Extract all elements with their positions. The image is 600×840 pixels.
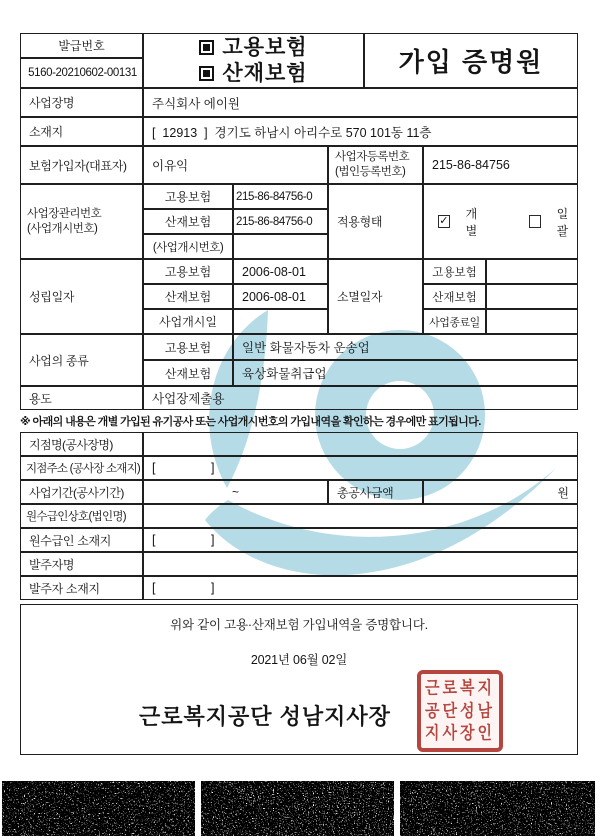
seal-row: 근로복지 — [425, 678, 495, 699]
label-text: 산재보험 — [432, 291, 477, 304]
purpose-value — [143, 386, 578, 410]
label-text2: (사업개시번호) — [27, 222, 98, 235]
insured-person-label — [20, 146, 143, 184]
label-text: 소멸일자 — [337, 290, 383, 304]
label-text: 산재보험 — [164, 366, 212, 381]
label-text: 고용보험 — [164, 340, 212, 355]
label-text: 산재보험 — [164, 290, 212, 304]
label-text2: (법인등록번호) — [335, 166, 406, 178]
address-value — [143, 117, 578, 146]
label-text: 성립일자 — [29, 290, 75, 304]
label-text: 고용보험 — [164, 265, 212, 279]
term-industrial-label — [423, 284, 486, 309]
prime-contractor-value — [143, 504, 578, 528]
blanket-checkbox-empty-icon — [529, 215, 541, 228]
issue-date — [20, 650, 578, 668]
label-text: 사업장관리번호 — [27, 207, 102, 220]
security-barcode-2 — [201, 781, 394, 836]
label-text: 사업의 종류 — [29, 353, 89, 368]
biztype-industrial-value — [233, 360, 578, 386]
business-end-date-label — [423, 309, 486, 334]
seal-row: 지사장인 — [425, 723, 495, 744]
label-text: 지점주소 (공사장 소재지) — [26, 463, 140, 475]
employment-insurance-title — [199, 36, 307, 59]
orderer-address-value — [143, 576, 578, 600]
business-period-label — [20, 480, 143, 504]
label-text: (사업개시번호) — [152, 241, 224, 254]
business-type-label — [20, 334, 143, 386]
label-text: 지점명(공사장명) — [29, 437, 113, 452]
value-text: [ ] — [152, 461, 215, 475]
value-text: 2006-08-01 — [242, 289, 306, 304]
barcode-noise — [400, 781, 595, 836]
total-amount-label — [328, 480, 423, 504]
mgmt-employment-value — [233, 184, 328, 209]
orderer-name-label — [20, 552, 143, 576]
value-text: 215-86-84756-0 — [236, 190, 313, 203]
term-employment-value — [486, 259, 578, 284]
biztype-employment-value — [233, 334, 578, 360]
label-text: 고용보험 — [164, 190, 212, 204]
branch-name-label — [20, 432, 143, 456]
mgmt-start-number-value — [233, 234, 328, 259]
note-text — [20, 413, 580, 429]
label-text: 원수급인상호(법인명) — [26, 511, 126, 523]
security-barcode-3 — [400, 781, 595, 836]
certificate-title-text: 가입 증명원 — [398, 47, 544, 77]
employment-insurance-text: 고용보험 — [222, 36, 308, 60]
check-mark: ✓ — [439, 215, 449, 227]
branch-address-value — [143, 456, 578, 480]
certificate-title-cell — [364, 33, 578, 88]
workplace-name-value — [143, 88, 578, 117]
individual-checkbox-checked-icon — [438, 215, 450, 228]
insurance-title-cell — [143, 33, 364, 88]
issuer-text: 근로복지공단 성남지사장 — [139, 704, 391, 729]
issue-number-label-text: 발급번호 — [58, 39, 105, 53]
checked-square-icon — [199, 66, 214, 81]
blanket-option-label: 일괄 — [556, 206, 569, 238]
business-reg-label — [328, 146, 423, 184]
value-text: 일반 화물자동차 운송업 — [242, 341, 370, 355]
branch-name-value — [143, 432, 578, 456]
mgmt-employment-label — [143, 184, 233, 209]
insured-person-value — [143, 146, 328, 184]
mgmt-start-number-label — [143, 234, 233, 259]
biztype-industrial-label — [143, 360, 233, 386]
value-text: 215-86-84756 — [432, 158, 510, 172]
value-text: 이유익 — [152, 159, 189, 173]
label-text: 사업기간(공사기간) — [29, 485, 124, 500]
address-label — [20, 117, 143, 146]
biztype-employment-label — [143, 334, 233, 360]
term-employment-label — [423, 259, 486, 284]
value-text: ~ — [231, 485, 239, 499]
statement-text: 위와 같이 고용·산재보험 가입내역을 증명합니다. — [170, 618, 428, 632]
est-industrial-value — [233, 284, 328, 309]
purpose-label — [20, 386, 143, 410]
business-end-date-value — [486, 309, 578, 334]
label-text: 사업종료일 — [429, 316, 480, 329]
contractor-address-value — [143, 528, 578, 552]
label-text: 원수급인 소재지 — [29, 533, 112, 548]
business-start-date-label — [143, 309, 233, 334]
value-text: 215-86-84756-0 — [236, 215, 313, 228]
apply-type-options — [423, 184, 578, 259]
mgmt-industrial-label — [143, 209, 233, 234]
label-text: 사업자등록번호 — [335, 151, 410, 164]
value-text: 2006-08-01 — [242, 264, 306, 279]
workplace-name-label — [20, 88, 143, 117]
business-period-value — [143, 480, 328, 504]
label-text: 적용형태 — [337, 215, 383, 229]
barcode-noise — [2, 781, 195, 836]
est-employment-value — [233, 259, 328, 284]
value-text: 원 — [557, 485, 569, 500]
label-text: 사업장명 — [29, 96, 75, 110]
term-industrial-value — [486, 284, 578, 309]
management-number-label — [20, 184, 143, 259]
establish-date-label — [20, 259, 143, 334]
mgmt-industrial-value — [233, 209, 328, 234]
industrial-insurance-title — [199, 62, 307, 85]
branch-address-label — [20, 456, 143, 480]
barcode-noise — [201, 781, 394, 836]
label-text: 용도 — [29, 391, 52, 406]
orderer-name-value — [143, 552, 578, 576]
contractor-address-label — [20, 528, 143, 552]
value-text: [ ] — [152, 533, 215, 547]
value-text: [ ] — [152, 581, 215, 595]
label-text: 보험가입자(대표자) — [29, 158, 127, 173]
note-content: ※ 아래의 내용은 개별 가입된 유기공사 또는 사업개시번호의 가입내역을 확인하는 경우에만 표기됩니다. — [20, 416, 481, 428]
label-text: 총공사금액 — [337, 485, 394, 500]
individual-option-label: 개별 — [465, 206, 478, 238]
orderer-address-label — [20, 576, 143, 600]
total-amount-value — [423, 480, 578, 504]
certify-statement — [20, 615, 578, 633]
label-text: 소재지 — [29, 125, 63, 139]
seal-row: 공단성남 — [425, 701, 495, 721]
est-employment-label — [143, 259, 233, 284]
value-text: 사업장제출용 — [152, 392, 225, 406]
prime-contractor-label — [20, 504, 143, 528]
label-text: 발주자 소재지 — [29, 581, 100, 596]
est-industrial-label — [143, 284, 233, 309]
date-text: 2021년 06월 02일 — [250, 653, 348, 667]
value-text: 주식회사 에이원 — [152, 96, 240, 111]
checked-square-icon — [199, 40, 214, 55]
apply-type-label — [328, 184, 423, 259]
business-reg-value — [423, 146, 578, 184]
issue-number-value — [20, 58, 143, 88]
issue-number-label — [20, 33, 143, 58]
official-seal-stamp — [417, 670, 503, 752]
label-text: 사업개시일 — [159, 315, 217, 329]
termination-date-label — [328, 259, 423, 334]
label-text: 산재보험 — [164, 215, 212, 229]
business-start-date-value — [233, 309, 328, 334]
label-text: 고용보험 — [432, 266, 477, 279]
industrial-insurance-text: 산재보험 — [222, 61, 308, 85]
security-barcode-1 — [2, 781, 195, 836]
value-text: [ 12913 ] 경기도 하남시 아리수로 570 101동 11층 — [152, 125, 432, 140]
issue-number-text: 5160-20210602-00131 — [28, 67, 137, 79]
label-text: 발주자명 — [29, 557, 75, 572]
value-text: 육상화물취급업 — [242, 367, 327, 381]
